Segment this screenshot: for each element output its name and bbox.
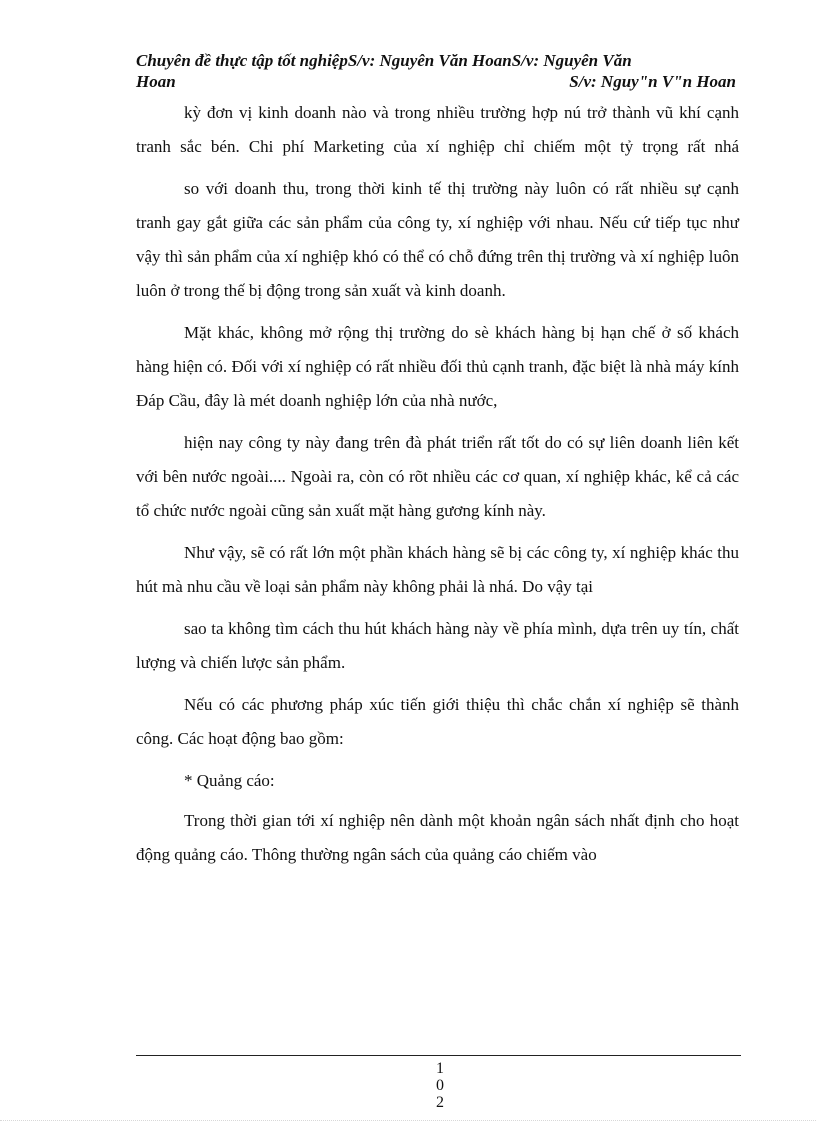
- document-body: [136, 96, 739, 880]
- page-number: [430, 1060, 450, 1111]
- footer-divider: [136, 1055, 741, 1056]
- paragraph: Mặt khác, không mở rộng thị trường do sè khách hàng bị hạn chế ở số khách hàng hiện có. Đối với xí nghiệp có rất nhiều đối thủ cạnh tranh, đặc biệt là nhà máy kính Đáp Cầu, đây là mét doanh nghiệp lớn của nhà nước,: [136, 323, 739, 410]
- header-line-2-left: Hoan: [136, 72, 176, 91]
- section-heading: * Quảng cáo:: [184, 771, 275, 790]
- paragraph: hiện nay công ty này đang trên đà phát triển rất tốt do có sự liên doanh liên kết với bên nước ngoài.... Ngoài ra, còn có rõt nhiều các cơ quan, xí nghiệp khác, kể cả các tổ chức nước ngoài cũng sản xuất mặt hàng gương kính này.: [136, 433, 739, 520]
- header-line-2: [136, 71, 736, 92]
- paragraph: Như vậy, sẽ có rất lớn một phần khách hàng sẽ bị các công ty, xí nghiệp khác thu hút mà nhu cầu về loại sản phẩm này không phải là nhá. Do vậy tại: [136, 543, 739, 596]
- page-number-digit: 1: [436, 1060, 444, 1077]
- paragraph: so với doanh thu, trong thời kinh tế thị trường này luôn có rất nhiều sự cạnh tranh gay gắt giữa các sản phẩm của công ty, xí nghiệp với nhau. Nếu cứ tiếp tục như vậy thì sản phẩm của xí nghiệp khó có thể có chỗ đứng trên thị trường và xí nghiệp luôn luôn ở trong thế bị động trong sản xuất và kinh doanh.: [136, 179, 739, 300]
- page-bottom-edge: [0, 1120, 816, 1121]
- header-line-2-right: S/v: Nguy"n V"n Hoan: [569, 72, 736, 91]
- page-number-digit: 2: [436, 1094, 444, 1111]
- page-number-digit: 0: [436, 1077, 444, 1094]
- paragraph: kỳ đơn vị kinh doanh nào và trong nhiều trường hợp nú trở thành vũ khí cạnh tranh sắc bén. Chi phí Marketing của xí nghiệp chỉ chiếm một tỷ trọng rất nhá: [136, 103, 739, 156]
- header-line-1: Chuyên đề thực tập tốt nghiệpS/v: Nguyên Văn HoanS/v: Nguyên Văn: [136, 51, 632, 70]
- running-header: [136, 50, 736, 92]
- paragraph: Nếu có các phương pháp xúc tiến giới thiệu thì chắc chắn xí nghiệp sẽ thành công. Các hoạt động bao gồm:: [136, 695, 739, 748]
- paragraph: sao ta không tìm cách thu hút khách hàng này về phía mình, dựa trên uy tín, chất lượng và chiến lược sản phẩm.: [136, 619, 739, 672]
- paragraph: Trong thời gian tới xí nghiệp nên dành một khoản ngân sách nhất định cho hoạt động quảng cáo. Thông thường ngân sách của quảng cáo chiếm vào: [136, 811, 739, 864]
